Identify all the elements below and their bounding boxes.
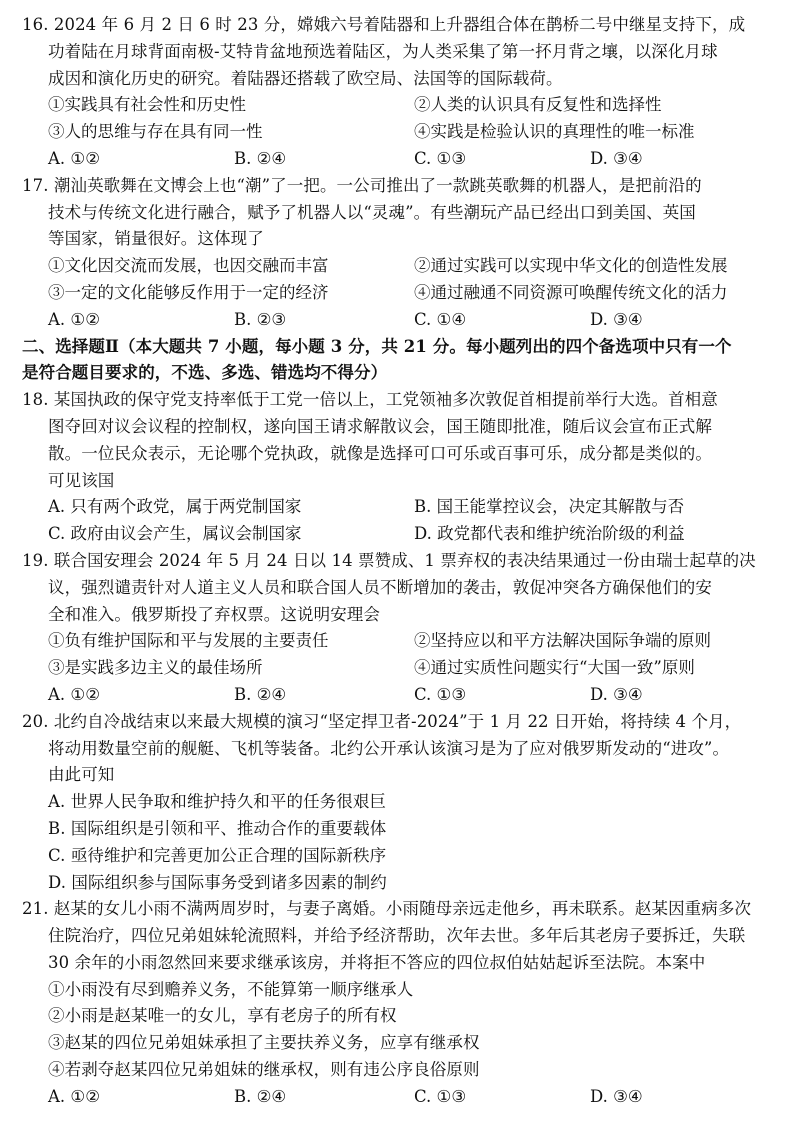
question-19-options [22,682,782,709]
option-a[interactable]: A. ①② [48,684,100,704]
question-18-options-row [22,521,782,548]
question-16-stem-line: 成因和演化历史的研究。着陆器还搭载了欧空局、法国等的国际载荷。 [48,68,563,88]
question-16 [22,12,782,173]
option-d[interactable]: D. ③④ [590,148,643,168]
statement-2: ②通过实践可以实现中华文化的创造性发展 [414,256,728,276]
question-20-stem-line: 由此可知 [48,765,115,785]
question-20 [22,709,782,897]
question-16-stem-line: 功着陆在月球背面南极-艾特肯盆地预选着陆区，为人类采集了第一抔月背之壤，以深化月球 [48,41,718,61]
section-heading-line: 是符合题目要求的，不选、多选、错选均不得分） [22,363,388,383]
option-a[interactable]: A. ①② [48,1086,100,1106]
question-21-stem-line: 住院治疗，四位兄弟姐妹轮流照料，并给予经济帮助，次年去世。多年后其老房子要拆迁，失联 [48,926,746,946]
option-b[interactable]: B. ②④ [234,684,287,704]
statement-2: ②小雨是赵某唯一的女儿，享有老房子的所有权 [48,1006,397,1026]
question-19-stem-line: 19. 联合国安理会 2024 年 5 月 24 日以 14 票赞成、1 票弃权的表决结果通过一份由瑞士起草的决 [22,550,756,570]
question-17-stem-line: 等国家，销量很好。这体现了 [48,229,264,249]
statement-4: ④通过实质性问题实行“大国一致”原则 [414,658,695,678]
option-b[interactable]: B. ②③ [234,309,287,329]
question-17 [22,173,782,334]
statement-3: ③人的思维与存在具有同一性 [48,122,263,142]
question-18-stem-line: 18. 某国执政的保守党支持率低于工党一倍以上，工党领袖多次敦促首相提前举行大选。首相意 [22,390,718,410]
question-19-stem-line: 全和准入。俄罗斯投了弃权票。这说明安理会 [48,604,380,624]
option-b[interactable]: B. 国王能掌控议会，决定其解散与否 [414,497,685,517]
question-19-statements-row [22,655,782,682]
option-c[interactable]: C. 政府由议会产生，属议会制国家 [48,524,302,544]
question-21-options [22,1084,782,1111]
option-d[interactable]: D. 国际组织参与国际事务受到诸多因素的制约 [48,872,387,892]
option-b[interactable]: B. ②④ [234,1086,287,1106]
option-a[interactable]: A. 只有两个政党，属于两党制国家 [48,497,302,517]
question-19-statements-row [22,628,782,655]
section-heading-line: 二、选择题Ⅱ（本大题共 7 小题，每小题 3 分，共 21 分。每小题列出的四个备选项中只有一个 [22,336,732,356]
question-18-stem-line: 散。一位民众表示，无论哪个党执政，就像是选择可口可乐或百事可乐，成分都是类似的。 [48,443,712,463]
option-b[interactable]: B. ②④ [234,148,287,168]
option-c[interactable]: C. 亟待维护和完善更加公正合理的国际新秩序 [48,845,387,865]
statement-4: ④通过融通不同资源可唤醒传统文化的活力 [414,282,728,302]
statement-1: ①小雨没有尽到赡养义务，不能算第一顺序继承人 [48,979,414,999]
statement-4: ④若剥夺赵某四位兄弟姐妹的继承权，则有违公序良俗原则 [48,1060,480,1080]
option-a[interactable]: A. ①② [48,148,100,168]
statement-2: ②坚持应以和平方法解决国际争端的原则 [414,631,711,651]
question-19 [22,548,782,709]
option-c[interactable]: C. ①③ [414,148,467,168]
option-d[interactable]: D. ③④ [590,309,643,329]
statement-1: ①负有维护国际和平与发展的主要责任 [48,631,329,651]
statement-3: ③一定的文化能够反作用于一定的经济 [48,282,329,302]
option-d[interactable]: D. ③④ [590,684,643,704]
option-c[interactable]: C. ①③ [414,1086,467,1106]
question-17-options [22,307,782,334]
option-a[interactable]: A. ①② [48,309,100,329]
question-19-stem-line: 议，强烈谴责针对人道主义人员和联合国人员不断增加的袭击，敦促冲突各方确保他们的安 [48,577,712,597]
option-b[interactable]: B. 国际组织是引领和平、推动合作的重要载体 [48,818,387,838]
question-16-statements-row [22,92,782,119]
section-2-heading [22,334,782,388]
question-18-stem-line: 可见该国 [48,470,115,490]
question-21 [22,896,782,1110]
statement-2: ②人类的认识具有反复性和选择性 [414,95,662,115]
statement-1: ①实践具有社会性和历史性 [48,95,246,115]
statement-4: ④实践是检验认识的真理性的唯一标准 [414,122,695,142]
option-a[interactable]: A. 世界人民争取和维护持久和平的任务很艰巨 [48,792,387,812]
question-17-statements-row [22,253,782,280]
question-18-stem-line: 图夺回对议会议程的控制权，遂向国王请求解散议会，国王随即批准，随后议会宣布正式解 [48,416,712,436]
option-c[interactable]: C. ①④ [414,309,467,329]
question-18 [22,387,782,548]
exam-page [22,12,782,1111]
option-d[interactable]: D. 政党都代表和维护统治阶级的利益 [414,524,685,544]
question-20-stem-line: 20. 北约自冷战结束以来最大规模的演习“坚定捍卫者-2024”于 1 月 22 日开始，将持续 4 个月， [22,711,742,731]
question-16-options [22,146,782,173]
question-16-stem-line: 16. 2024 年 6 月 2 日 6 时 23 分，嫦娥六号着陆器和上升器组合体在鹊桥二号中继星支持下，成 [22,15,746,34]
question-21-stem-line: 30 余年的小雨忽然回来要求继承该房，并将拒不答应的四位叔伯姑姑起诉至法院。本案中 [48,952,706,972]
question-18-options-row [22,494,782,521]
option-d[interactable]: D. ③④ [590,1086,643,1106]
question-20-stem-line: 将动用数量空前的舰艇、飞机等装备。北约公开承认该演习是为了应对俄罗斯发动的“进攻”。 [48,738,730,758]
statement-3: ③赵某的四位兄弟姐妹承担了主要扶养义务，应享有继承权 [48,1033,480,1053]
question-17-stem-line: 技术与传统文化进行融合，赋予了机器人以“灵魂”。有些潮玩产品已经出口到美国、英国 [48,202,696,222]
question-17-statements-row [22,280,782,307]
question-16-statements-row [22,119,782,146]
question-21-stem-line: 21. 赵某的女儿小雨不满两周岁时，与妻子离婚。小雨随母亲远走他乡，再未联系。赵某因重病多次 [22,899,752,919]
statement-3: ③是实践多边主义的最佳场所 [48,658,263,678]
option-c[interactable]: C. ①③ [414,684,467,704]
question-17-stem-line: 17. 潮汕英歌舞在文博会上也“潮”了一把。一公司推出了一款跳英歌舞的机器人，是把前沿的 [22,175,702,195]
statement-1: ①文化因交流而发展，也因交融而丰富 [48,256,329,276]
